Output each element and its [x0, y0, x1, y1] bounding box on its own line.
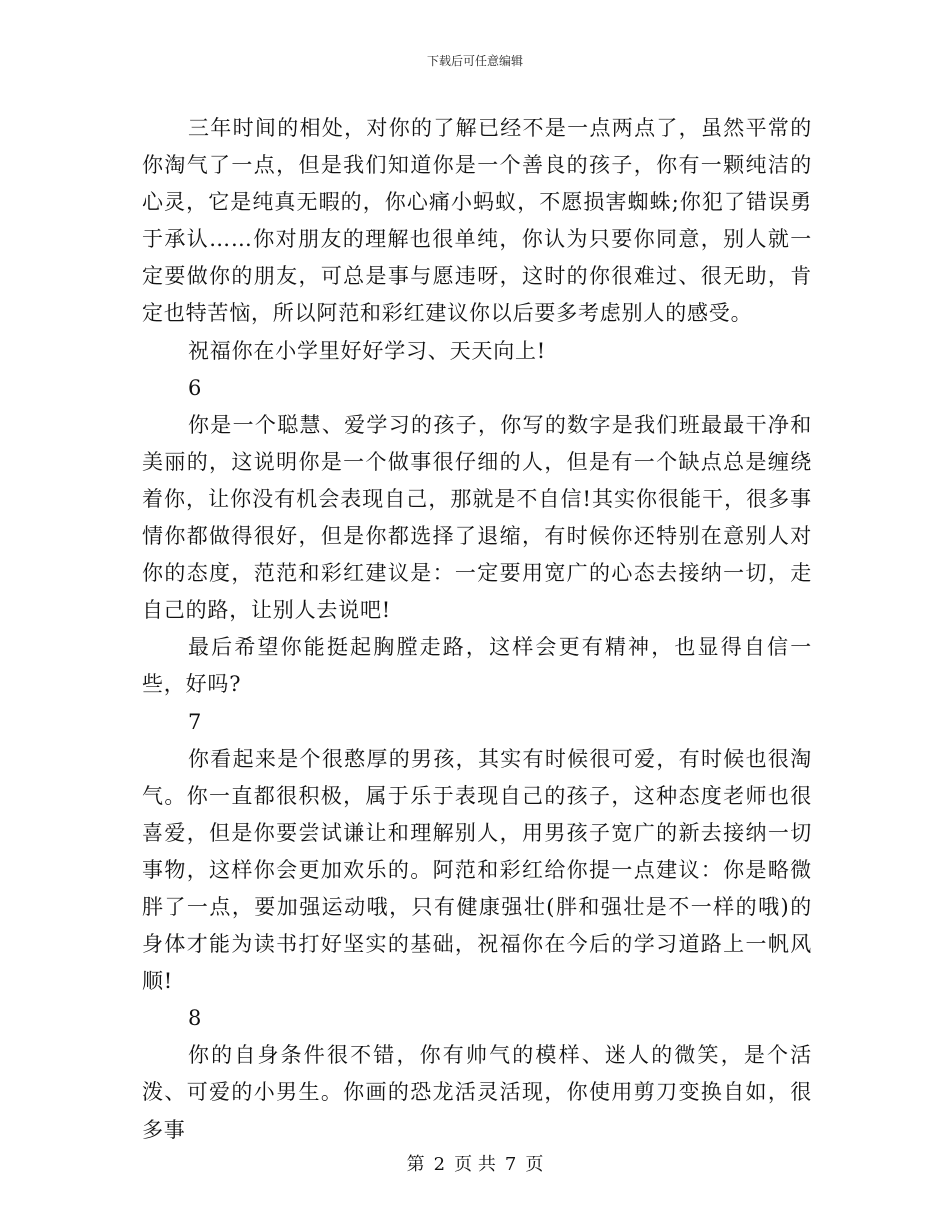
section-number: 8	[188, 1006, 203, 1031]
section-number: 7	[188, 709, 203, 734]
footer-middle: 页 共	[454, 1154, 496, 1175]
footer-total-pages: 7	[504, 1154, 517, 1175]
page-header	[0, 53, 950, 69]
paragraph: 三年时间的相处，对你的了解已经不是一点两点了，虽然平常的你淘气了一点，但是我们知道你是一个善良的孩子，你有一颗纯洁的心灵，它是纯真无暇的，你心痛小蚂蚁，不愿损害蜘蛛;你犯了错误勇于承认……你对朋友的理解也很单纯，你认为只要你同意，别人就一定要做你的朋友，可总是事与愿违呀，这时的你很难过、很无助，肯定也特苦恼，所以阿范和彩红建议你以后要多考虑别人的感受。	[142, 116, 812, 326]
paragraph: 你的自身条件很不错，你有帅气的模样、迷人的微笑，是个活泼、可爱的小男生。你画的恐龙活灵活现，你使用剪刀变换自如，很多事	[142, 1043, 812, 1142]
paragraph: 你是一个聪慧、爱学习的孩子，你写的数字是我们班最最干净和美丽的，这说明你是一个做事很仔细的人，但是有一个缺点总是缠绕着你，让你没有机会表现自己，那就是不自信!其实你很能干，很多事情你都做得很好，但是你都选择了退缩，有时候你还特别在意别人对你的态度，范范和彩红建议是：一定要用宽广的心态去接纳一切，走自己的路，让别人去说吧!	[142, 412, 812, 623]
paragraph: 你看起来是个很憨厚的男孩，其实有时候很可爱，有时候也很淘气。你一直都很积极，属于乐于表现自己的孩子，这种态度老师也很喜爱，但是你要尝试谦让和理解别人，用男孩子宽广的新去接纳一切事物，这样你会更加欢乐的。阿范和彩红给你提一点建议：你是略微胖了一点，要加强运动哦，只有健康强壮(胖和强壮是不一样的哦)的身体才能为读书打好坚实的基础，祝福你在今后的学习道路上一帆风顺!	[142, 746, 812, 994]
paragraph: 最后希望你能挺起胸膛走路，这样会更有精神，也显得自信一些，好吗?	[142, 635, 812, 697]
section-number: 6	[188, 375, 203, 400]
document-body	[142, 110, 812, 1149]
footer-page-number: 2	[433, 1154, 446, 1175]
footer-prefix: 第	[406, 1154, 425, 1175]
footer-suffix: 页	[525, 1154, 544, 1175]
page-footer	[0, 1153, 950, 1177]
header-text: 下载后可任意编辑	[426, 54, 523, 68]
paragraph: 祝福你在小学里好好学习、天天向上!	[188, 338, 547, 363]
